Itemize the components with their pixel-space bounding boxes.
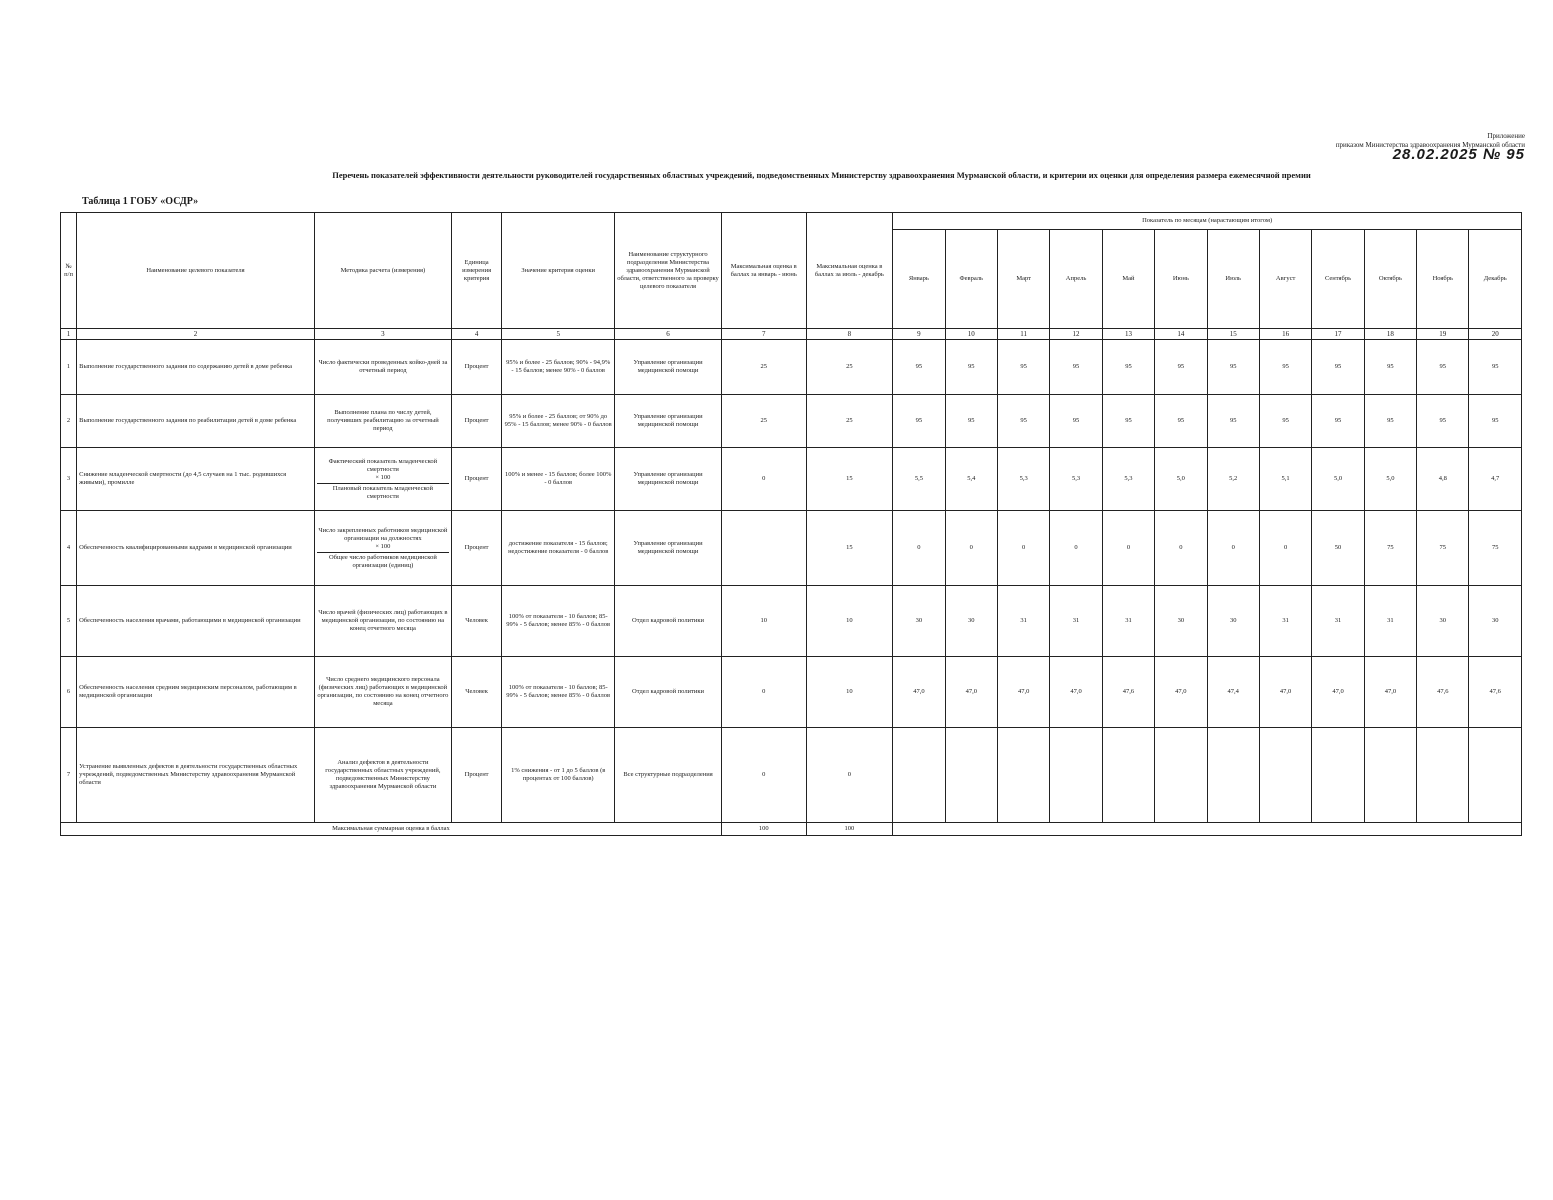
row-month-value: 31: [1312, 586, 1364, 657]
row-unit: Процент: [451, 728, 501, 823]
indicators-table: [60, 212, 1522, 836]
header-month: Декабрь: [1469, 230, 1522, 329]
document-title: Перечень показателей эффективности деятельности руководителей государственных областных учреждений, подведомственных Министерству здравоохранения Мурманской области, и критерии их оценки для определения размера ежемесячной премии: [332, 170, 1311, 180]
row-month-value: [997, 728, 1049, 823]
header-method: Методика расчета (измерения): [314, 213, 451, 329]
row-unit: Человек: [451, 657, 501, 728]
header-month: Октябрь: [1364, 230, 1416, 329]
row-criteria: 100% от показателя - 10 баллов; 85-99% - 5 баллов; менее 85% - 0 баллов: [502, 657, 615, 728]
formula-denominator: Плановый показатель младенческой смертности: [317, 483, 449, 501]
row-month-value: [1207, 728, 1259, 823]
table-row: [61, 395, 1522, 448]
row-month-value: 75: [1469, 511, 1522, 586]
row-month-value: 75: [1364, 511, 1416, 586]
row-month-value: 47,0: [893, 657, 945, 728]
row-max-jul: 10: [806, 586, 893, 657]
formula-multiplier: × 100: [375, 542, 391, 550]
row-month-value: 95: [1364, 395, 1416, 448]
header-name: Наименование целевого показателя: [77, 213, 315, 329]
header-month: Июль: [1207, 230, 1259, 329]
row-month-value: 95: [1102, 340, 1154, 395]
row-unit: Процент: [451, 395, 501, 448]
row-month-value: 95: [1155, 395, 1207, 448]
row-unit: Процент: [451, 511, 501, 586]
row-month-value: [1417, 728, 1469, 823]
row-month-value: 95: [1469, 395, 1522, 448]
row-month-value: 0: [945, 511, 997, 586]
table-row: [61, 657, 1522, 728]
row-num: 3: [61, 448, 77, 511]
column-number: 20: [1469, 329, 1522, 340]
column-number: 1: [61, 329, 77, 340]
formula-multiplier: × 100: [375, 473, 391, 481]
row-max-jul: 0: [806, 728, 893, 823]
row-method: Анализ дефектов в деятельности государственных областных учреждений, подведомственных Министерству здравоохранения Мурманской области: [314, 728, 451, 823]
row-month-value: 5,2: [1207, 448, 1259, 511]
row-month-value: 95: [1259, 340, 1311, 395]
column-number: 18: [1364, 329, 1416, 340]
header-num: № п/п: [61, 213, 77, 329]
row-month-value: 0: [997, 511, 1049, 586]
header-months-title: Показатель по месяцам (нарастающим итогом): [893, 213, 1522, 230]
row-month-value: [1102, 728, 1154, 823]
row-month-value: 47,6: [1469, 657, 1522, 728]
formula-denominator: Общее число работников медицинской организации (единиц): [317, 552, 449, 570]
column-number: 7: [721, 329, 806, 340]
row-month-value: 95: [1207, 340, 1259, 395]
row-method: Число среднего медицинского персонала (физических лиц) работающих в медицинской организации, по состоянию на конец отчетного месяца: [314, 657, 451, 728]
row-month-value: 95: [997, 340, 1049, 395]
header-month: Март: [997, 230, 1049, 329]
row-name: Выполнение государственного задания по реабилитации детей в доме ребенка: [77, 395, 315, 448]
column-number: 13: [1102, 329, 1154, 340]
row-month-value: 95: [997, 395, 1049, 448]
row-month-value: 31: [1259, 586, 1311, 657]
row-month-value: 95: [1050, 395, 1102, 448]
row-month-value: 47,0: [1259, 657, 1311, 728]
row-month-value: 0: [1155, 511, 1207, 586]
row-month-value: 0: [893, 511, 945, 586]
header-row-top: [61, 213, 1522, 230]
column-number: 6: [615, 329, 722, 340]
total-max-jan: 100: [721, 823, 806, 836]
column-number: 12: [1050, 329, 1102, 340]
row-month-value: 31: [997, 586, 1049, 657]
row-month-value: 5,3: [1102, 448, 1154, 511]
row-name: Снижение младенческой смертности (до 4,5 случаев на 1 тыс. родившихся живыми), промилле: [77, 448, 315, 511]
row-unit: Процент: [451, 340, 501, 395]
row-month-value: 30: [1155, 586, 1207, 657]
row-month-value: 0: [1259, 511, 1311, 586]
row-dept: Управление организации медицинской помощи: [615, 511, 722, 586]
row-month-value: 30: [1469, 586, 1522, 657]
row-month-value: [1469, 728, 1522, 823]
header-month: Ноябрь: [1417, 230, 1469, 329]
row-month-value: [1259, 728, 1311, 823]
appendix-block: [1335, 132, 1525, 163]
row-max-jul: 25: [806, 395, 893, 448]
row-month-value: 31: [1102, 586, 1154, 657]
row-month-value: 47,6: [1102, 657, 1154, 728]
table-row: [61, 340, 1522, 395]
row-month-value: 31: [1050, 586, 1102, 657]
row-month-value: 30: [893, 586, 945, 657]
row-max-jul: 15: [806, 448, 893, 511]
row-month-value: 95: [893, 395, 945, 448]
row-month-value: 31: [1364, 586, 1416, 657]
row-month-value: 47,0: [1312, 657, 1364, 728]
row-max-jan: 10: [721, 586, 806, 657]
appendix-date-number: 28.02.2025 № 95: [1392, 146, 1525, 163]
row-month-value: 5,1: [1259, 448, 1311, 511]
row-month-value: 4,7: [1469, 448, 1522, 511]
row-month-value: 5,3: [997, 448, 1049, 511]
table-row: [61, 448, 1522, 511]
header-month: Август: [1259, 230, 1311, 329]
row-unit: Человек: [451, 586, 501, 657]
header-month: Январь: [893, 230, 945, 329]
row-method: Число фактически проведенных койко-дней за отчетный период: [314, 340, 451, 395]
row-month-value: 5,0: [1312, 448, 1364, 511]
row-month-value: 0: [1102, 511, 1154, 586]
row-month-value: 47,0: [945, 657, 997, 728]
row-month-value: 47,4: [1207, 657, 1259, 728]
row-num: 5: [61, 586, 77, 657]
row-max-jan: 25: [721, 395, 806, 448]
column-number: 4: [451, 329, 501, 340]
row-max-jan: 0: [721, 448, 806, 511]
row-dept: Отдел кадровой политики: [615, 657, 722, 728]
row-criteria: 95% и более - 25 баллов; 90% - 94,9% - 15 баллов; менее 90% - 0 баллов: [502, 340, 615, 395]
row-criteria: 100% от показателя - 10 баллов; 85-99% - 5 баллов; менее 85% - 0 баллов: [502, 586, 615, 657]
column-number: 8: [806, 329, 893, 340]
row-month-value: 95: [1417, 340, 1469, 395]
row-month-value: 47,0: [997, 657, 1049, 728]
header-max-jan: Максимальная оценка в баллах за январь - июнь: [721, 213, 806, 329]
column-number: 15: [1207, 329, 1259, 340]
column-numbers-row: [61, 329, 1522, 340]
row-month-value: 0: [1207, 511, 1259, 586]
header-max-jul: Максимальная оценка в баллах за июль - декабрь: [806, 213, 893, 329]
row-month-value: 30: [945, 586, 997, 657]
row-month-value: 50: [1312, 511, 1364, 586]
column-number: 11: [997, 329, 1049, 340]
row-name: Обеспеченность населения врачами, работающими в медицинской организации: [77, 586, 315, 657]
row-month-value: 95: [1364, 340, 1416, 395]
row-month-value: 95: [1312, 395, 1364, 448]
row-month-value: 47,0: [1050, 657, 1102, 728]
row-max-jan: 25: [721, 340, 806, 395]
row-method: Число врачей (физических лиц) работающих в медицинской организации, по состоянию на конец отчетного месяца: [314, 586, 451, 657]
row-method: Выполнение плана по числу детей, получивших реабилитацию за отчетный период: [314, 395, 451, 448]
row-month-value: 95: [1417, 395, 1469, 448]
row-month-value: 0: [1050, 511, 1102, 586]
row-method-formula: [314, 511, 451, 586]
header-month: Июнь: [1155, 230, 1207, 329]
row-month-value: [1312, 728, 1364, 823]
table-label: Таблица 1 ГОБУ «ОСДР»: [82, 196, 199, 207]
row-month-value: 95: [1207, 395, 1259, 448]
row-month-value: 95: [1259, 395, 1311, 448]
table-row: [61, 586, 1522, 657]
row-criteria: достижение показателя - 15 баллов; недостижение показателя - 0 баллов: [502, 511, 615, 586]
appendix-order-line: приказом Министерства здравоохранения Мурманской области: [1335, 141, 1525, 149]
row-month-value: 5,4: [945, 448, 997, 511]
row-month-value: 95: [945, 340, 997, 395]
row-month-value: 95: [1155, 340, 1207, 395]
row-max-jan: 0: [721, 657, 806, 728]
total-label: Максимальная суммарная оценка в баллах: [61, 823, 722, 836]
row-month-value: [945, 728, 997, 823]
total-max-jul: 100: [806, 823, 893, 836]
row-num: 6: [61, 657, 77, 728]
row-num: 2: [61, 395, 77, 448]
column-number: 3: [314, 329, 451, 340]
column-number: 9: [893, 329, 945, 340]
row-month-value: 75: [1417, 511, 1469, 586]
header-unit: Единица измерения критерия: [451, 213, 501, 329]
row-month-value: [893, 728, 945, 823]
row-name: Выполнение государственного задания по содержанию детей в доме ребенка: [77, 340, 315, 395]
row-num: 1: [61, 340, 77, 395]
row-num: 7: [61, 728, 77, 823]
row-max-jul: 10: [806, 657, 893, 728]
row-month-value: [1155, 728, 1207, 823]
header-criteria: Значение критерия оценки: [502, 213, 615, 329]
row-num: 4: [61, 511, 77, 586]
header-month: Май: [1102, 230, 1154, 329]
formula-numerator: Фактический показатель младенческой смертности: [328, 457, 438, 473]
column-number: 10: [945, 329, 997, 340]
row-month-value: 47,6: [1417, 657, 1469, 728]
row-month-value: 30: [1207, 586, 1259, 657]
header-month: Февраль: [945, 230, 997, 329]
row-month-value: 5,3: [1050, 448, 1102, 511]
row-month-value: 95: [1102, 395, 1154, 448]
column-number: 17: [1312, 329, 1364, 340]
row-criteria: 95% и более - 25 баллов; от 90% до 95% - 15 баллов; менее 90% - 0 баллов: [502, 395, 615, 448]
column-number: 5: [502, 329, 615, 340]
row-criteria: 1% снижения - от 1 до 5 баллов (в процентах от 100 баллов): [502, 728, 615, 823]
column-number: 2: [77, 329, 315, 340]
table-row: [61, 511, 1522, 586]
row-month-value: 4,8: [1417, 448, 1469, 511]
row-month-value: 95: [1469, 340, 1522, 395]
appendix-label: Приложение: [1487, 132, 1525, 140]
header-month: Апрель: [1050, 230, 1102, 329]
row-month-value: 95: [1050, 340, 1102, 395]
row-name: Обеспеченность населения средним медицинским персоналом, работающим в медицинской организации: [77, 657, 315, 728]
row-month-value: 30: [1417, 586, 1469, 657]
row-month-value: 5,0: [1364, 448, 1416, 511]
table-row: [61, 728, 1522, 823]
row-method-formula: [314, 448, 451, 511]
header-dept: Наименование структурного подразделения Министерства здравоохранения Мурманской области, ответственного за проверку целевого показателя: [615, 213, 722, 329]
header-month: Сентябрь: [1312, 230, 1364, 329]
row-max-jan: 0: [721, 728, 806, 823]
row-name: Обеспеченность квалифицированными кадрами в медицинской организации: [77, 511, 315, 586]
row-month-value: 95: [893, 340, 945, 395]
row-dept: Все структурные подразделения: [615, 728, 722, 823]
row-max-jul: 15: [806, 511, 893, 586]
row-month-value: [1364, 728, 1416, 823]
row-name: Устранение выявленных дефектов в деятельности государственных областных учреждений, подведомственных Министерству здравоохранения Мурманской области: [77, 728, 315, 823]
row-month-value: 5,0: [1155, 448, 1207, 511]
row-unit: Процент: [451, 448, 501, 511]
column-number: 14: [1155, 329, 1207, 340]
row-criteria: 100% и менее - 15 баллов; более 100% - 0 баллов: [502, 448, 615, 511]
row-month-value: [1050, 728, 1102, 823]
row-max-jul: 25: [806, 340, 893, 395]
row-month-value: 5,5: [893, 448, 945, 511]
row-month-value: 95: [945, 395, 997, 448]
formula-numerator: Число закрепленных работников медицинской организации на должностях: [318, 526, 448, 542]
row-month-value: 47,0: [1155, 657, 1207, 728]
row-max-jan: [721, 511, 806, 586]
total-empty: [893, 823, 1522, 836]
row-dept: Управление организации медицинской помощи: [615, 340, 722, 395]
column-number: 16: [1259, 329, 1311, 340]
row-dept: Отдел кадровой политики: [615, 586, 722, 657]
column-number: 19: [1417, 329, 1469, 340]
total-row: [61, 823, 1522, 836]
row-dept: Управление организации медицинской помощи: [615, 448, 722, 511]
row-month-value: 47,0: [1364, 657, 1416, 728]
row-dept: Управление организации медицинской помощи: [615, 395, 722, 448]
row-month-value: 95: [1312, 340, 1364, 395]
